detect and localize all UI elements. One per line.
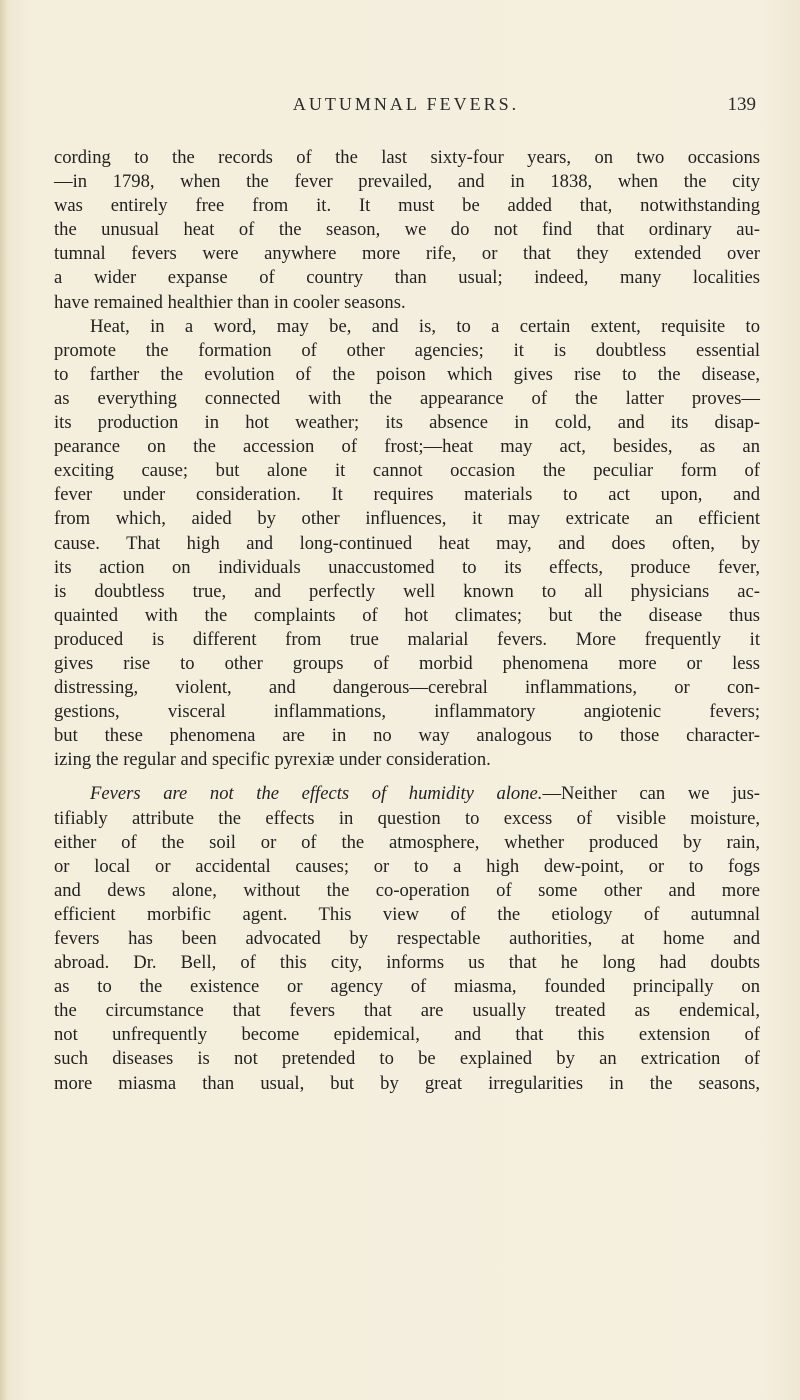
text-line: cording to the records of the last sixty-four years, on two occasions (54, 147, 760, 168)
text-line: exciting cause; but alone it cannot occasion the peculiar form of (54, 460, 760, 482)
paragraph-1 (54, 146, 760, 315)
text-line: is doubtless true, and perfectly well known to all physicians ac- (54, 580, 760, 602)
text-line: its action on individuals unaccustomed to its effects, produce fever, (54, 556, 760, 578)
text-line: the unusual heat of the season, we do not find that ordinary au- (54, 219, 760, 241)
text-line: efficient morbific agent. This view of the etiology of autumnal (54, 903, 760, 925)
page-number: 139 (727, 94, 756, 115)
running-title: AUTUMNAL FEVERS. (292, 94, 520, 114)
text-line: its production in hot weather; its absence in cold, and its disap- (54, 412, 760, 434)
text-line: the circumstance that fevers that are usually treated as endemical, (54, 1000, 760, 1022)
text-line: tifiably attribute the effects in question to excess of visible moisture, (54, 807, 760, 829)
text-line: and dews alone, without the co-operation of some other and more (54, 879, 760, 901)
paragraph-spacer (54, 772, 760, 782)
text-line: either of the soil or of the atmosphere, whether produced by rain, (54, 831, 760, 853)
text-line: as to the existence or agency of miasma, founded principally on (54, 976, 760, 998)
text-line: abroad. Dr. Bell, of this city, informs us that he long had doubts (54, 952, 760, 974)
text-line: quainted with the complaints of hot climates; but the disease thus (54, 604, 760, 626)
text-line: to farther the evolution of the poison which gives rise to the disease, (54, 363, 760, 385)
text-line: fever under consideration. It requires materials to act upon, and (54, 484, 760, 506)
text-line: pearance on the accession of frost;—heat may act, besides, as an (54, 436, 760, 458)
paragraph-3 (54, 782, 760, 1095)
text-line: as everything connected with the appearance of the latter proves— (54, 387, 760, 409)
text-line: tumnal fevers were anywhere more rife, or that they extended over (54, 243, 760, 265)
page-header (56, 94, 756, 124)
text-line: produced is different from true malarial fevers. More frequently it (54, 628, 760, 650)
text-fragment: —Neither can we jus- (542, 783, 760, 805)
body-text (54, 146, 760, 1096)
paragraph-2 (54, 315, 760, 773)
text-line: Heat, in a word, may be, and is, to a certain extent, requisite to (90, 315, 760, 337)
section-sidehead: Fevers are not the effects of humidity alone. (90, 783, 543, 805)
text-line: from which, aided by other influences, it may extricate an efficient (54, 508, 760, 530)
text-line: gives rise to other groups of morbid phenomena more or less (54, 652, 760, 674)
text-line: gestions, visceral inflammations, inflammatory angiotenic fevers; (54, 701, 760, 723)
text-line: a wider expanse of country than usual; indeed, many localities (54, 267, 760, 289)
text-line: distressing, violent, and dangerous—cerebral inflammations, or con- (54, 677, 760, 699)
text-line: fevers has been advocated by respectable authorities, at home and (54, 928, 760, 949)
text-line: such diseases is not pretended to be explained by an extrication of (54, 1048, 760, 1070)
text-line: promote the formation of other agencies; it is doubtless essential (54, 339, 760, 361)
text-line: not unfrequently become epidemical, and that this extension of (54, 1024, 760, 1046)
text-line: have remained healthier than in cooler seasons. (54, 291, 406, 313)
text-line: more miasma than usual, but by great irregularities in the seasons, (54, 1072, 760, 1094)
text-line: izing the regular and specific pyrexiæ under consideration. (54, 749, 491, 771)
binding-gutter-shadow (0, 0, 8, 1400)
text-line: cause. That high and long-continued heat may, and does often, by (54, 532, 760, 554)
text-line: was entirely free from it. It must be added that, notwithstanding (54, 195, 760, 217)
text-line (54, 782, 760, 806)
text-line: or local or accidental causes; or to a high dew-point, or to fogs (54, 855, 760, 877)
text-line: —in 1798, when the fever prevailed, and in 1838, when the city (54, 171, 760, 193)
text-line: but these phenomena are in no way analogous to those character- (54, 725, 760, 747)
